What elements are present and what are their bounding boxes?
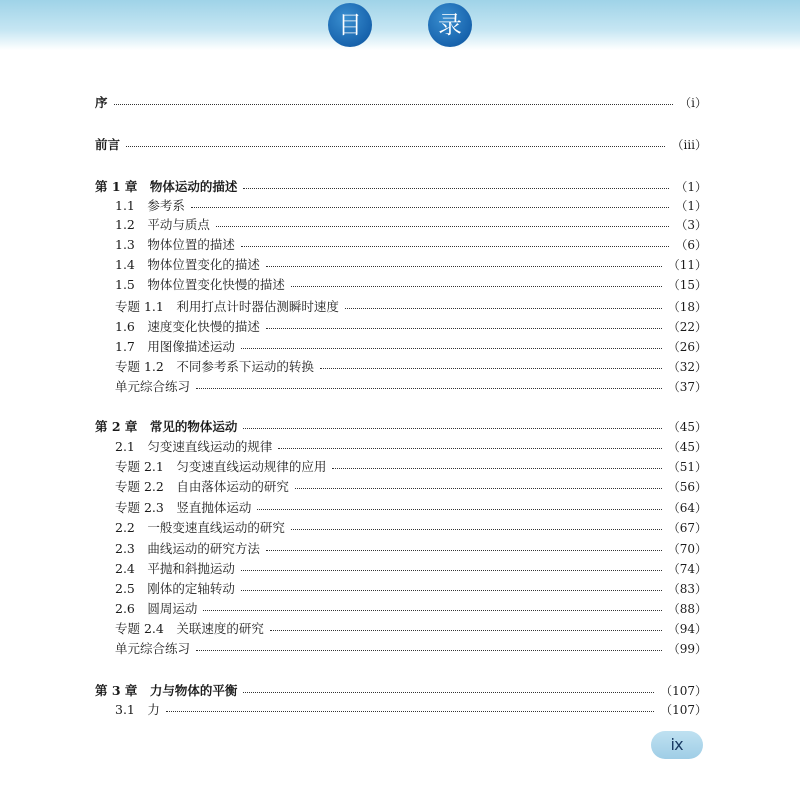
dot-leader xyxy=(270,629,662,631)
toc-entry-page: （88） xyxy=(667,601,707,616)
toc-entry-label: 第 3 章 力与物体的平衡 xyxy=(95,683,238,698)
toc-entry[interactable] xyxy=(95,680,707,700)
toc-entry-label: 专题 1.1 利用打点计时器估测瞬时速度 xyxy=(115,299,339,314)
dot-leader xyxy=(257,508,661,510)
toc-entry-label: 单元综合练习 xyxy=(115,379,191,394)
toc-entry-label: 1.7 用图像描述运动 xyxy=(115,339,235,354)
title-char-1: 目 xyxy=(328,3,372,47)
toc-entry-label: 序 xyxy=(95,95,108,110)
toc-entry-page: （3） xyxy=(675,217,707,232)
dot-leader xyxy=(241,347,662,349)
toc-entry-page: （15） xyxy=(667,277,707,292)
toc-entry-label: 专题 2.3 竖直抛体运动 xyxy=(115,500,252,515)
toc-entry-page: （1） xyxy=(675,179,707,194)
toc-entry[interactable] xyxy=(95,699,707,719)
toc-entry[interactable] xyxy=(95,316,707,336)
toc-entry[interactable] xyxy=(95,598,707,618)
toc-entry-label: 2.1 匀变速直线运动的规律 xyxy=(115,439,273,454)
toc-entry[interactable] xyxy=(95,254,707,274)
dot-leader xyxy=(266,549,662,551)
dot-leader xyxy=(203,609,661,611)
toc-entry-label: 1.3 物体位置的描述 xyxy=(115,237,235,252)
toc-entry[interactable] xyxy=(95,376,707,396)
dot-leader xyxy=(243,187,669,189)
dot-leader xyxy=(241,245,669,247)
dot-leader xyxy=(295,487,662,489)
dot-leader xyxy=(266,265,662,267)
toc-entry-page: （107） xyxy=(660,683,707,698)
toc-entry-page: （56） xyxy=(667,479,707,494)
toc-entry-page: （70） xyxy=(667,541,707,556)
dot-leader xyxy=(291,285,662,287)
dot-leader xyxy=(241,569,662,571)
toc-entry[interactable] xyxy=(95,214,707,234)
toc-entry-label: 2.4 平抛和斜抛运动 xyxy=(115,561,235,576)
toc-entry[interactable] xyxy=(95,638,707,658)
toc-entry-label: 单元综合练习 xyxy=(115,641,191,656)
toc-entry-page: （67） xyxy=(667,520,707,535)
toc-entry[interactable] xyxy=(95,578,707,598)
toc-entry[interactable] xyxy=(95,618,707,638)
toc-entry[interactable] xyxy=(95,517,707,537)
dot-leader xyxy=(114,103,674,105)
toc-entry-page: （11） xyxy=(667,257,707,272)
toc-entry-label: 2.5 刚体的定轴转动 xyxy=(115,581,235,596)
toc-entry[interactable] xyxy=(95,476,707,496)
dot-leader xyxy=(166,710,654,712)
toc-entry-page: （83） xyxy=(667,581,707,596)
page-number-badge: ⅸ xyxy=(651,731,703,759)
toc-entry[interactable] xyxy=(95,92,707,112)
dot-leader xyxy=(126,145,665,147)
toc-entry[interactable] xyxy=(95,234,707,254)
toc-entry[interactable] xyxy=(95,336,707,356)
dot-leader xyxy=(332,467,661,469)
toc-entry-label: 2.6 圆周运动 xyxy=(115,601,198,616)
toc-entry-page: （64） xyxy=(667,500,707,515)
dot-leader xyxy=(196,387,662,389)
toc-entry-page: （74） xyxy=(667,561,707,576)
toc-entry-label: 2.3 曲线运动的研究方法 xyxy=(115,541,260,556)
toc-entry-label: 专题 2.4 关联速度的研究 xyxy=(115,621,264,636)
toc-entry[interactable] xyxy=(95,176,707,196)
toc-entry[interactable] xyxy=(95,558,707,578)
toc-entry-page: （51） xyxy=(667,459,707,474)
toc-entry-page: （ⅰ） xyxy=(679,95,707,110)
dot-leader xyxy=(266,327,662,329)
toc-entry-page: （99） xyxy=(667,641,707,656)
dot-leader xyxy=(291,528,662,530)
toc-entry-label: 3.1 力 xyxy=(115,702,160,717)
toc-entry[interactable] xyxy=(95,134,707,154)
toc-entry[interactable] xyxy=(95,456,707,476)
title-char-2: 录 xyxy=(428,3,472,47)
toc-entry-label: 前言 xyxy=(95,137,121,152)
toc-entry[interactable] xyxy=(95,296,707,316)
toc-entry[interactable] xyxy=(95,538,707,558)
toc-entry-label: 专题 2.1 匀变速直线运动规律的应用 xyxy=(115,459,327,474)
toc-entry-page: （26） xyxy=(667,339,707,354)
toc-entry-label: 专题 2.2 自由落体运动的研究 xyxy=(115,479,289,494)
toc-entry-label: 专题 1.2 不同参考系下运动的转换 xyxy=(115,359,314,374)
toc-entry-page: （32） xyxy=(667,359,707,374)
toc-entry[interactable] xyxy=(95,416,707,436)
toc-entry[interactable] xyxy=(95,274,707,294)
dot-leader xyxy=(320,367,662,369)
toc-entry-label: 1.4 物体位置变化的描述 xyxy=(115,257,260,272)
dot-leader xyxy=(243,691,654,693)
dot-leader xyxy=(216,225,669,227)
toc-entry-page: （ⅲ） xyxy=(671,137,707,152)
toc-entry-label: 第 1 章 物体运动的描述 xyxy=(95,179,238,194)
toc-entry-page: （45） xyxy=(667,439,707,454)
dot-leader xyxy=(191,206,669,208)
toc-entry-label: 1.6 速度变化快慢的描述 xyxy=(115,319,260,334)
dot-leader xyxy=(278,447,661,449)
toc-entry-label: 1.2 平动与质点 xyxy=(115,217,210,232)
dot-leader xyxy=(196,649,662,651)
toc-entry-label: 1.5 物体位置变化快慢的描述 xyxy=(115,277,285,292)
toc-entry-page: （37） xyxy=(667,379,707,394)
dot-leader xyxy=(243,427,661,429)
dot-leader xyxy=(241,589,662,591)
toc-entry-label: 1.1 参考系 xyxy=(115,198,185,213)
toc-entry-page: （45） xyxy=(667,419,707,434)
toc-entry[interactable] xyxy=(95,356,707,376)
toc-entry-page: （6） xyxy=(675,237,707,252)
toc-entry-label: 2.2 一般变速直线运动的研究 xyxy=(115,520,285,535)
toc-entry-page: （107） xyxy=(660,702,707,717)
toc-entry[interactable] xyxy=(95,195,707,215)
toc-entry-page: （22） xyxy=(667,319,707,334)
toc-entry-page: （1） xyxy=(675,198,707,213)
toc-entry-label: 第 2 章 常见的物体运动 xyxy=(95,419,238,434)
dot-leader xyxy=(345,307,662,309)
toc-entry[interactable] xyxy=(95,497,707,517)
toc-entry[interactable] xyxy=(95,436,707,456)
toc-entry-page: （18） xyxy=(667,299,707,314)
toc-entry-page: （94） xyxy=(667,621,707,636)
